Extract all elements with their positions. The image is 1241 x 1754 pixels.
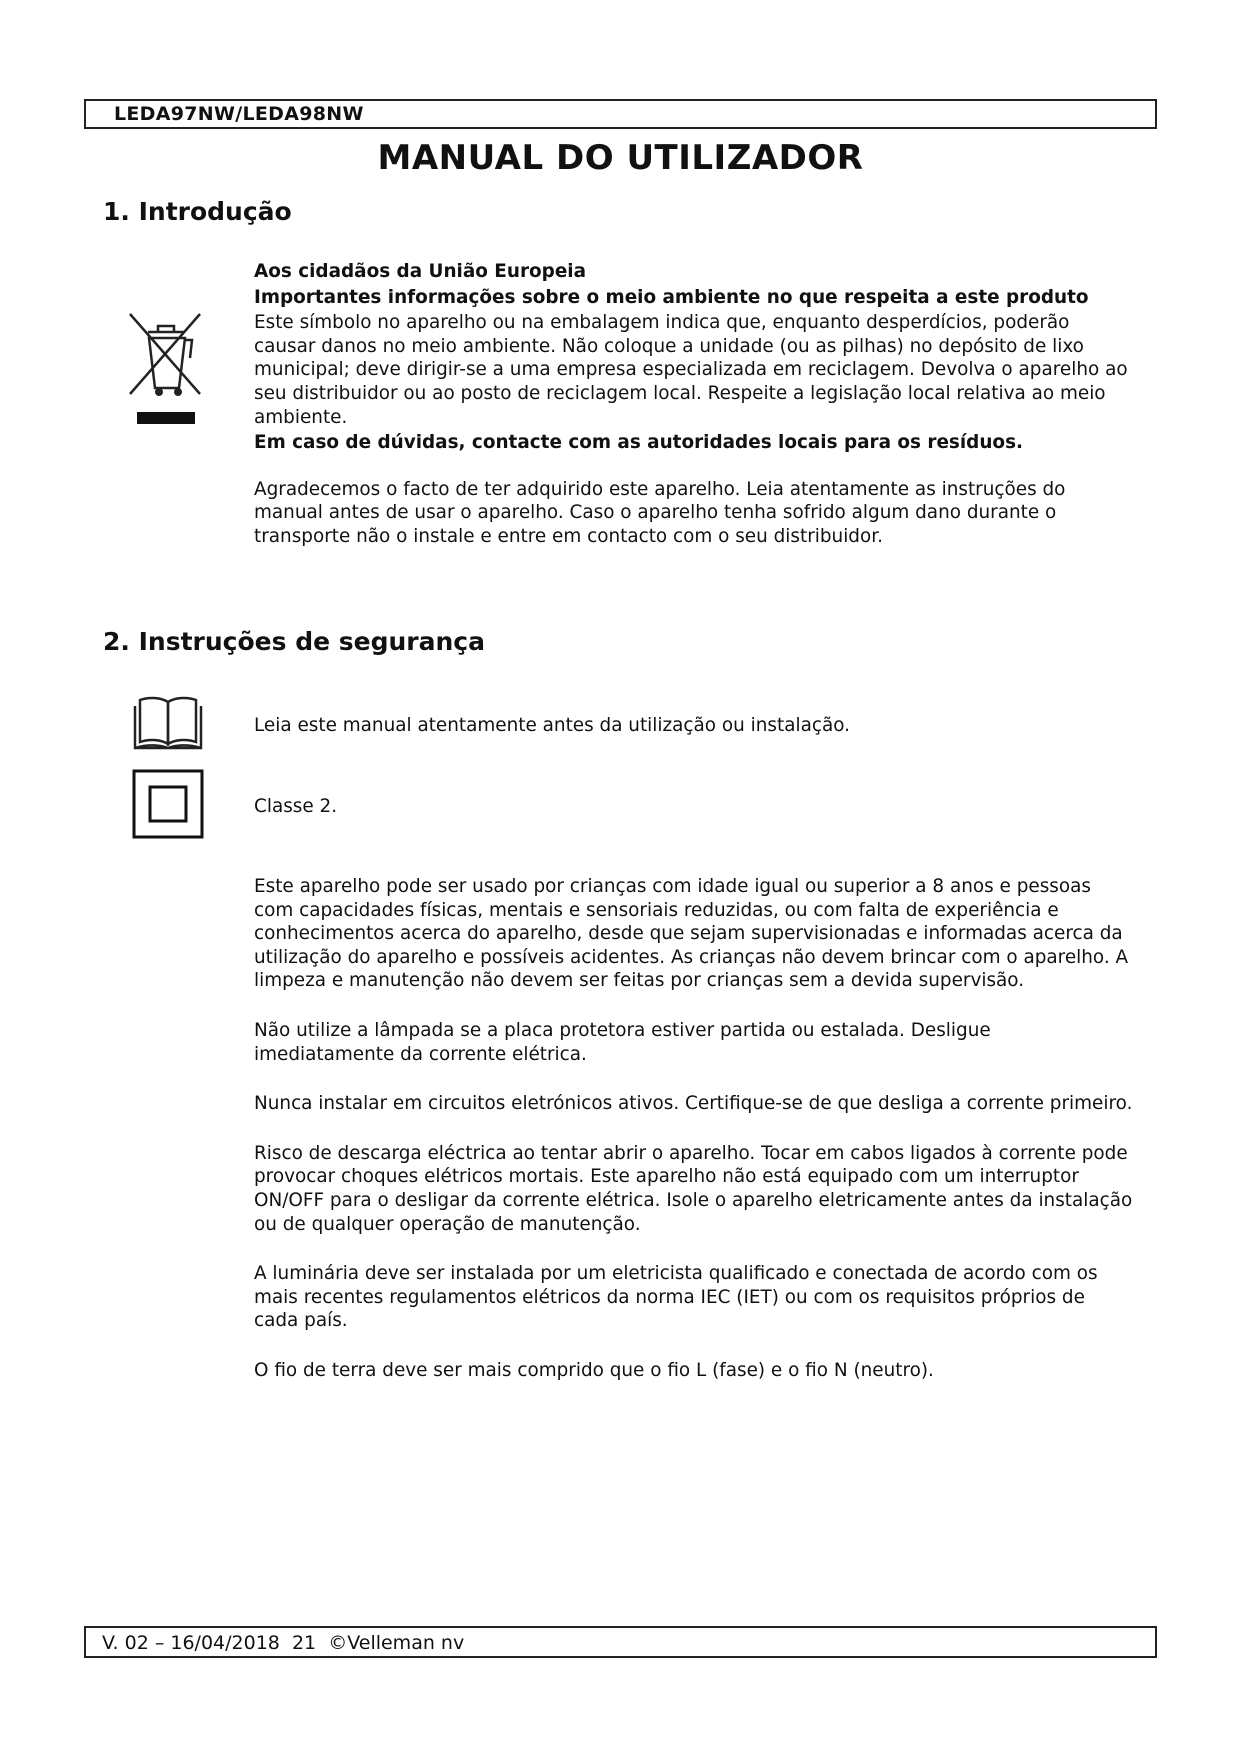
page-title: MANUAL DO UTILIZADOR [377, 138, 864, 178]
section-heading-intro: 1. Introdução [103, 197, 292, 226]
section-heading-safety: 2. Instruções de segurança [103, 627, 485, 656]
intro-text-block [254, 260, 1134, 549]
read-manual-text: Leia este manual atentamente antes da utilização ou instalação. [254, 715, 851, 736]
safety-paragraph-broken-plate: Não utilize a lâmpada se a placa protetora estiver partida ou estalada. Desligue imediatamente da corrente elétrica. [254, 1019, 991, 1065]
class-2-double-square-icon [132, 769, 204, 839]
class2-text: Classe 2. [254, 796, 338, 817]
open-book-icon [130, 692, 206, 752]
safety-paragraph-electrician: A luminária deve ser instalada por um eletricista qualificado e conectada de acordo com os mais recentes regulamentos elétricos da norma IEC (IET) ou com os requisitos próprios de cada país. [254, 1263, 1098, 1332]
environment-body: Este símbolo no aparelho ou na embalagem indica que, enquanto desperdícios, poderão causar danos no meio ambiente. Não coloque a unidade (ou as pilhas) no depósito de lixo municipal; deve dirigir-se a uma empresa especializada em reciclagem. Devolva o aparelho ao seu distribuidor ou ao posto de reciclagem local. Respeite a legislação local relativa ao meio ambiente. [254, 312, 1128, 428]
safety-paragraph-electric-shock: Risco de descarga eléctrica ao tentar abrir o aparelho. Tocar em cabos ligados à corrente pode provocar choques elétricos mortais. Este aparelho não está equipado com um interruptor ON/OFF para o desligar da corrente elétrica. Isole o aparelho eletricamente antes da instalação ou de qualquer operação de manutenção. [254, 1142, 1133, 1235]
environment-heading: Importantes informações sobre o meio ambiente no que respeita a este produto [254, 286, 1089, 308]
safety-paragraph-live-circuits: Nunca instalar em circuitos eletrónicos ativos. Certifique-se de que desliga a corrente primeiro. [254, 1093, 1133, 1115]
model-name: LEDA97NW/LEDA98NW [114, 103, 364, 125]
safety-paragraph-earth-wire: O fio de terra deve ser mais comprido que o fio L (fase) e o fio N (neutro). [254, 1359, 934, 1381]
header-box [84, 99, 1157, 129]
footer-text: V. 02 – 16/04/2018 21 ©Velleman nv [102, 1632, 465, 1654]
safety-paragraphs [254, 875, 1134, 1383]
environment-contact: Em caso de dúvidas, contacte com as autoridades locais para os resíduos. [254, 432, 1024, 454]
thanks-paragraph: Agradecemos o facto de ter adquirido este aparelho. Leia atentamente as instruções do manual antes de usar o aparelho. Caso o aparelho tenha sofrido algum dano durante o transporte não o instale e entre em contacto com o seu distribuidor. [254, 478, 1066, 547]
safety-paragraph-children: Este aparelho pode ser usado por crianças com idade igual ou superior a 8 anos e pessoas com capacidades físicas, mentais e sensoriais reduzidas, ou com falta de experiência e conhecimentos acerca do aparelho, desde que sejam supervisionadas e informadas acerca da utilização do aparelho e possíveis acidentes. As crianças não devem brincar com o aparelho. A limpeza e manutenção não devem ser feitas por crianças sem a devida supervisão. [254, 876, 1129, 992]
footer-box [84, 1626, 1157, 1658]
eu-citizens-heading: Aos cidadãos da União Europeia [254, 261, 587, 282]
crossed-out-wheelie-bin-icon [124, 310, 208, 428]
